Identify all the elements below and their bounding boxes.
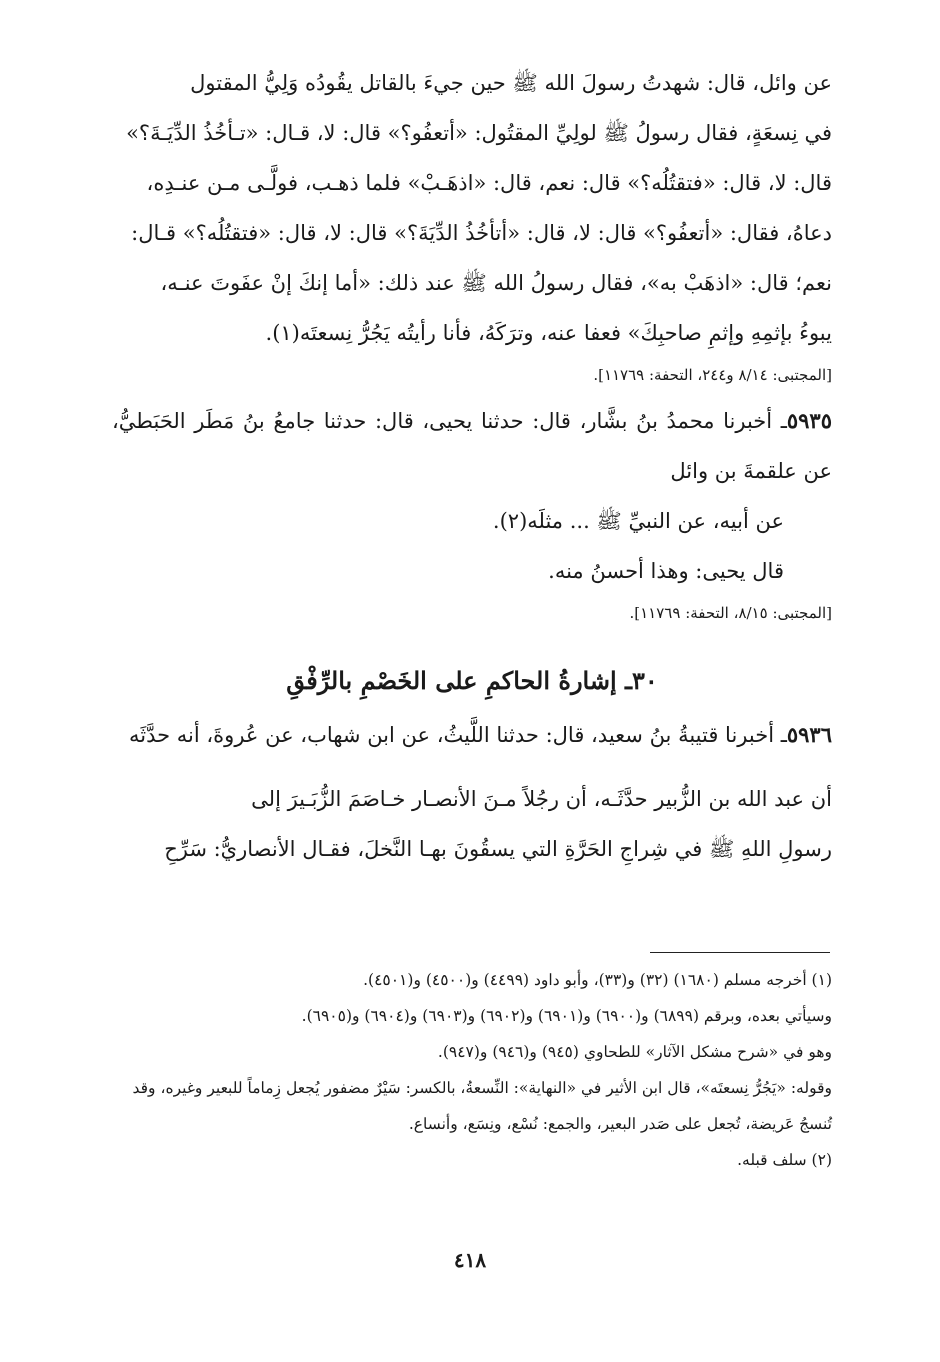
hadith-isnad <box>112 396 832 496</box>
hadith-comment: قال يحيى: وهذا أحسنُ منه. <box>548 559 784 583</box>
isnad-text: ـ أخبرنا محمدُ بنُ بشَّار، قال: حدثنا يحيى، قال: حدثنا جامعُ بنُ مَطَر الحَبَطيُّ، عن علقمةَ بن وائل <box>112 409 832 483</box>
text-line: قال: لا، قال: «فتقتُلُه؟» قال: نعم، قال: «اذهَـبْ» فلما ذهـب، فولَّـى مـن عنـدِه، <box>146 171 832 195</box>
hadith-5936 <box>112 710 832 874</box>
footnote: وقوله: «يَجُرُّ نِسعتَه»، قال ابن الأثير في «النهاية»: النِّسعةُ، بالكسر: سَيْرٌ مضفور يُجعل زِماماً للبعير وغيره، وقد تُنسجُ عَريضة، تُجعل على صَدر البعير، والجمع: نُسْع، ونِسَع، وأنساع. <box>132 1079 832 1133</box>
isnad-text: ـ أخبرنا قتيبةُ بنُ سعيد، قال: حدثنا اللَّيثُ، عن ابن شهاب، عن عُروةَ، أنه حدَّثَه <box>129 723 787 747</box>
page-number: ٤١٨ <box>453 1248 487 1272</box>
footnote: (٢) سلف قبله. <box>737 1151 832 1169</box>
hadith-isnad <box>112 710 832 760</box>
hadith-number: ٥٩٣٦ <box>786 722 832 747</box>
hadith-matn: عن أبيه، عن النبيِّ ﷺ ... مثلَه(٢). <box>492 509 784 533</box>
continuation-text <box>112 58 832 358</box>
source-reference: [المجتبى: ٨/١٥، التحفة: ١١٧٦٩]. <box>629 604 832 622</box>
footnotes <box>112 962 832 1178</box>
hadith-number: ٥٩٣٥ <box>786 408 832 433</box>
text-line: رسولِ اللهِ ﷺ في شِراجِ الحَرَّةِ التي يسقُونَ بهـا النَّخلَ، فقـال الأنصاريُّ: سَرِّحِ <box>164 837 832 861</box>
page-body <box>112 58 832 874</box>
footnote-divider <box>650 952 830 953</box>
hadith-5935 <box>112 396 832 628</box>
text-line: يبوءُ بإثمِهِ وإثمِ صاحبِكَ» فعفا عنه، وترَكَهُ، فأنا رأيتُه يَجُرُّ نِسعتَه(١). <box>265 321 832 345</box>
chapter-title: ٣٠ـ إشارةُ الحاكمِ على الخَصْمِ بالرِّفْقِ <box>286 666 658 695</box>
text-line: في نِسعَةٍ، فقال رسولُ ﷺ لولِيِّ المقتُول: «أتعفُو؟» قال: لا، قـال: «تـأخُذُ الدِّيَـةَ؟» <box>126 121 832 145</box>
footnote: (١) أخرجه مسلم (١٦٨٠) (٣٢) و(٣٣)، وأبو داود (٤٤٩٩) و(٤٥٠٠) و(٤٥٠١). <box>363 971 832 989</box>
text-line: دعاهُ، فقال: «أتعفُو؟» قال: لا، قال: «أتأخُذُ الدِّيَةَ؟» قال: لا، قال: «فتقتُلُه؟» قـال: <box>131 221 832 245</box>
text-line: عن وائل، قال: شهدتُ رسولَ الله ﷺ حين جيءَ بالقاتل يقُودُه وَلِيُّ المقتول <box>190 71 832 95</box>
source-reference: [المجتبى: ٨/١٤ و٢٤٤، التحفة: ١١٧٦٩]. <box>593 366 832 384</box>
footnote: وسيأتي بعده، وبرقم (٦٨٩٩) و(٦٩٠٠) و(٦٩٠١) و(٦٩٠٢) و(٦٩٠٣) و(٦٩٠٤) و(٦٩٠٥). <box>301 1007 832 1025</box>
text-line: نعم؛ قال: «اذهَبْ به»، فقال رسولُ الله ﷺ عند ذلك: «أما إنكَ إنْ عفَوتَ عنـه، <box>160 271 832 295</box>
footnote: وهو في «شرح مشكل الآثار» للطحاوي (٩٤٥) و(٩٤٦) و(٩٤٧). <box>437 1043 832 1061</box>
text-line: أن عبد الله بن الزُّبير حدَّثَـه، أن رجُلاً مـنَ الأنصـار خـاصَمَ الزُّبَـيرَ إلى <box>251 787 832 811</box>
